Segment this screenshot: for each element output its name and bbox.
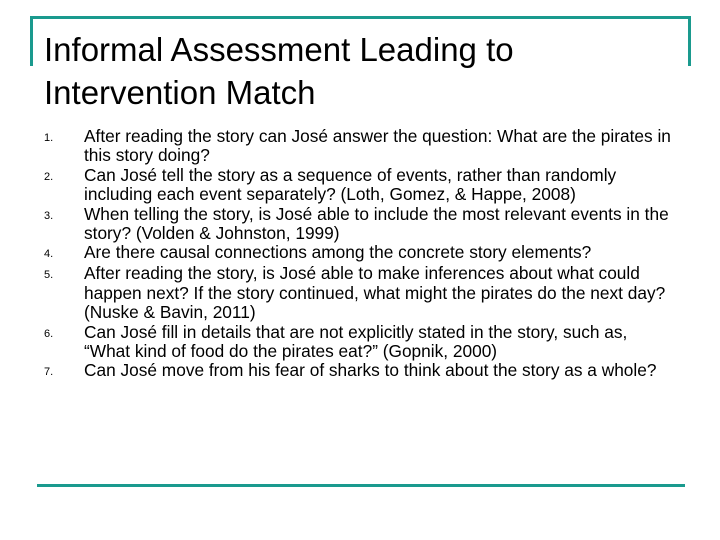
list-item: [44, 323, 674, 362]
item-number: 3.: [44, 209, 54, 222]
item-text: After reading the story, is José able to make inferences about what could happen next? If the story continued, what might the pirates do the next day? (Nuske & Bavin, 2011): [84, 263, 666, 323]
item-number: 7.: [44, 366, 54, 379]
item-text: Can José fill in details that are not explicitly stated in the story, such as, “What kind of food do the pirates eat?” (Gopnik, 2000): [84, 321, 628, 362]
item-text: Can José move from his fear of sharks to think about the story as a whole?: [84, 360, 657, 381]
page-title: Informal Assessment Leading to Intervention Match: [44, 31, 514, 111]
bottom-rule: [37, 484, 685, 487]
top-right-rule: [688, 16, 691, 66]
list-item: [44, 205, 674, 244]
list-item: [44, 243, 674, 264]
item-number: 6.: [44, 327, 54, 340]
list-item: [44, 264, 674, 322]
item-text: When telling the story, is José able to include the most relevant events in the story? (Volden & Johnston, 1999): [84, 203, 669, 244]
item-text: Are there causal connections among the concrete story elements?: [84, 242, 592, 263]
item-number: 1.: [44, 132, 54, 144]
item-number: 4.: [44, 248, 54, 261]
list-item: [44, 127, 674, 166]
top-left-rule: [30, 16, 33, 66]
list-item: [44, 361, 674, 382]
list-item: [44, 166, 674, 205]
item-number: 2.: [44, 170, 54, 183]
item-text: Can José tell the story as a sequence of events, rather than randomly including each event separately? (Loth, Gomez, & Happe, 2008): [84, 164, 617, 205]
item-text: After reading the story can José answer the question: What are the pirates in this story doing?: [84, 126, 671, 166]
item-number: 5.: [44, 269, 54, 282]
top-rule: [30, 16, 691, 19]
question-list: [44, 127, 674, 382]
